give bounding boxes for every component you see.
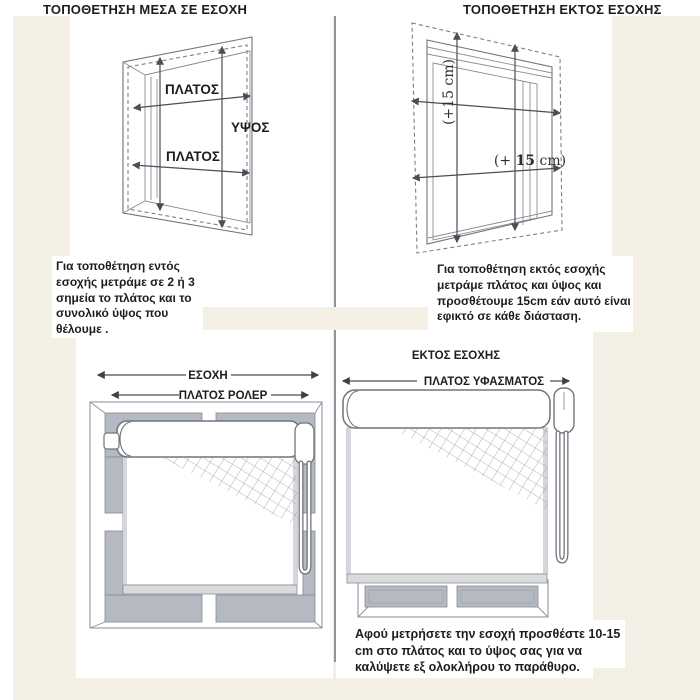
recess-label: ΕΣΟΧΗ (188, 370, 228, 382)
roller-tube (117, 421, 300, 457)
bottom-hem-bar (347, 574, 547, 583)
window-recess-outline (123, 37, 252, 235)
outside-recess-title: ΕΚΤΟΣ ΕΣΟΧΗΣ (411, 350, 501, 362)
roller-tube (343, 390, 550, 428)
outside-measure-outline (412, 23, 562, 253)
fabric-width-label: ΠΛΑΤΟΣ ΥΦΑΣΜΑΤΟΣ (423, 376, 545, 388)
caption-bottom: Αφού μετρήσετε την εσοχή προσθέστε 10-15 cm στο πλάτος και το ύψος σας για να καλύψετε εξ ολοκλήρου το παράθυρο. (355, 627, 621, 674)
chain-loop (558, 433, 566, 561)
bottom-hem-bar (123, 585, 297, 594)
roller-blind (343, 388, 574, 583)
title-inside-recess: ΤΟΠΟΘΕΤΗΣΗ ΜΕΣΑ ΣΕ ΕΣΟΧΗ (43, 2, 248, 17)
window-behind-blind (358, 580, 548, 617)
title-outside-recess: ΤΟΠΟΘΕΤΗΣΗ ΕΚΤΟΣ ΕΣΟΧΗΣ (463, 2, 662, 17)
diagram-window-inside-recess (100, 20, 320, 255)
diagram-roller-outside-recess (338, 348, 590, 628)
roller-blind (104, 421, 314, 594)
diagram-roller-inside-recess (85, 360, 335, 652)
roller-width-label: ΠΛΑΤΟΣ ΡΟΛΕΡ (178, 390, 268, 402)
caption-outside-recess: Για τοποθέτηση εκτός εσοχής μετράμε πλάτος και ύψος και προσθέτουμε 15cm εάν αυτό είναι εφικτό σε κάθε διάσταση. (437, 262, 631, 324)
diagram-window-outside-recess (395, 15, 610, 260)
panel-left-strip (0, 0, 13, 700)
vertical-divider-top (334, 16, 336, 307)
width-label-top: ΠΛΑΤΟΣ (165, 82, 219, 97)
horizontal-allowance-label: (+ 15 cm) (493, 153, 567, 169)
mounting-bracket (104, 433, 119, 449)
caption-inside-recess: Για τοποθέτηση εντός εσοχής μετράμε σε 2 ή 3 σημεία το πλάτος και το συνολικό ύψος που θέλουμε . (56, 259, 195, 337)
height-label: ΥΨΟΣ (231, 120, 270, 135)
vertical-allowance-label: (+15 cm) (441, 58, 457, 126)
width-label-bottom: ΠΛΑΤΟΣ (166, 149, 220, 164)
chain-clutch (295, 423, 314, 464)
